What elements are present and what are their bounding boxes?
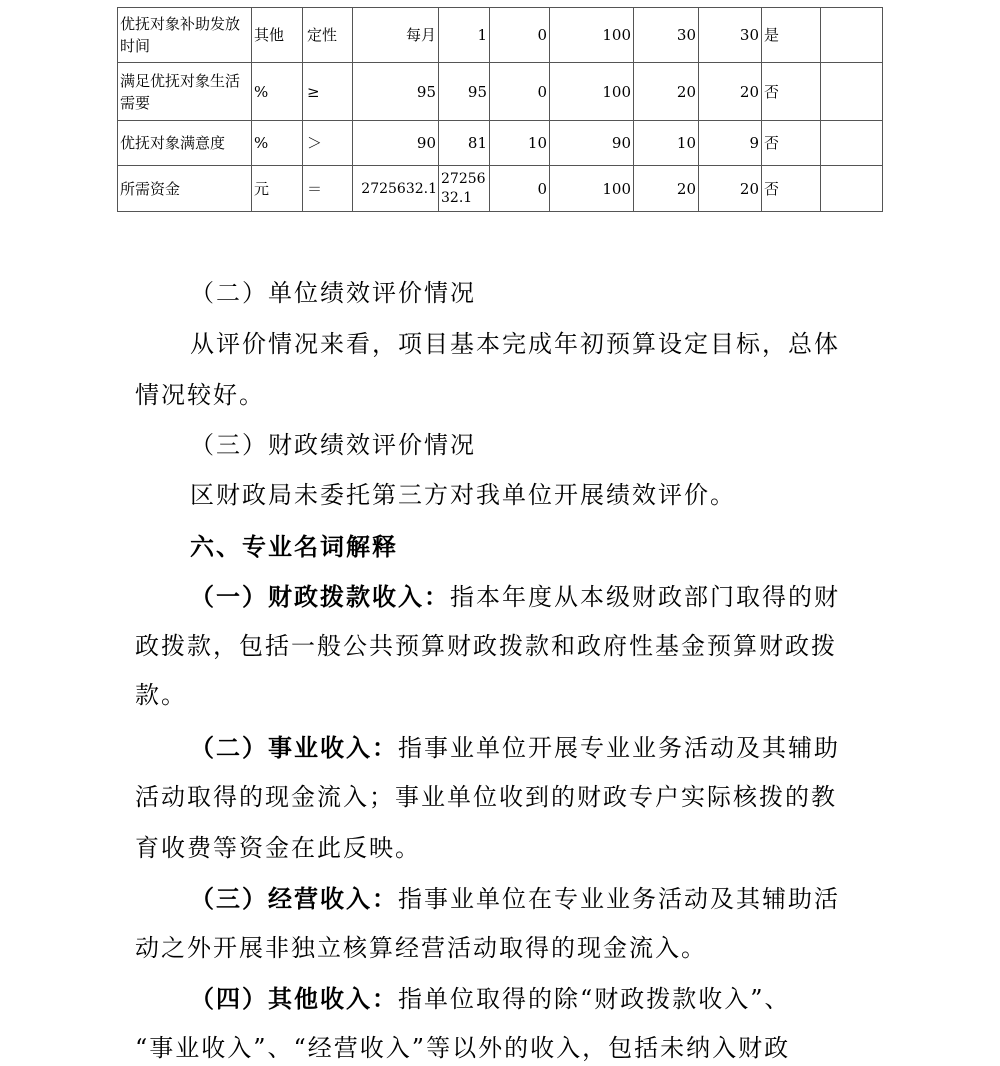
actual-score: 20 bbox=[699, 63, 762, 121]
table-row bbox=[118, 8, 883, 63]
target-value: 95 bbox=[353, 63, 439, 121]
operator-cell: ≥ bbox=[303, 63, 353, 121]
actual-score: 9 bbox=[699, 121, 762, 166]
target-value: 90 bbox=[353, 121, 439, 166]
actual-value: 95 bbox=[439, 63, 490, 121]
weight-score: 30 bbox=[634, 8, 699, 63]
indicator-name: 优抚对象满意度 bbox=[118, 121, 252, 166]
deviation-value: 10 bbox=[490, 121, 550, 166]
paragraph-line bbox=[135, 571, 880, 623]
paragraph-line: 政拨款，包括一般公共预算财政拨款和政府性基金预算财政拨 bbox=[135, 632, 837, 660]
remark-cell bbox=[821, 8, 883, 63]
performance-table bbox=[117, 7, 883, 212]
paragraph-line: 款。 bbox=[135, 681, 187, 709]
flag-cell: 否 bbox=[762, 63, 821, 121]
completion-rate: 90 bbox=[550, 121, 634, 166]
weight-score: 20 bbox=[634, 63, 699, 121]
paragraph-line: 情况较好。 bbox=[135, 381, 265, 409]
glossary-definition: 指本年度从本级财政部门取得的财 bbox=[450, 583, 840, 611]
actual-value: 2725632.1 bbox=[439, 166, 490, 212]
indicator-name: 所需资金 bbox=[118, 166, 252, 212]
indicator-name: 满足优抚对象生活需要 bbox=[118, 63, 252, 121]
deviation-value: 0 bbox=[490, 166, 550, 212]
paragraph-line: 活动取得的现金流入；事业单位收到的财政专户实际核拨的教 bbox=[135, 783, 837, 811]
target-value: 每月 bbox=[353, 8, 439, 63]
completion-rate: 100 bbox=[550, 63, 634, 121]
paragraph-line: 动之外开展非独立核算经营活动取得的现金流入。 bbox=[135, 934, 707, 962]
glossary-term: （四）其他收入： bbox=[190, 984, 398, 1013]
operator-cell: ＝ bbox=[303, 166, 353, 212]
flag-cell: 是 bbox=[762, 8, 821, 63]
glossary-definition: 指单位取得的除“财政拨款收入”、 bbox=[398, 985, 791, 1013]
section-heading-glossary: 六、专业名词解释 bbox=[190, 532, 398, 561]
glossary-term: （二）事业收入： bbox=[190, 733, 398, 762]
completion-rate: 100 bbox=[550, 8, 634, 63]
target-value: 2725632.1 bbox=[353, 166, 439, 212]
unit-cell: 其他 bbox=[252, 8, 303, 63]
operator-cell: ＞ bbox=[303, 121, 353, 166]
operator-cell: 定性 bbox=[303, 8, 353, 63]
deviation-value: 0 bbox=[490, 63, 550, 121]
remark-cell bbox=[821, 63, 883, 121]
paragraph-line bbox=[135, 973, 880, 1025]
actual-score: 20 bbox=[699, 166, 762, 212]
indicator-name: 优抚对象补助发放时间 bbox=[118, 8, 252, 63]
section-heading-fiscal-evaluation: （三）财政绩效评价情况 bbox=[190, 431, 476, 459]
paragraph-line: 从评价情况来看，项目基本完成年初预算设定目标，总体 bbox=[190, 330, 840, 358]
table-row bbox=[118, 121, 883, 166]
table-row bbox=[118, 63, 883, 121]
remark-cell bbox=[821, 121, 883, 166]
glossary-definition: 指事业单位在专业业务活动及其辅助活 bbox=[398, 885, 840, 913]
table-row bbox=[118, 166, 883, 212]
section-heading-unit-evaluation: （二）单位绩效评价情况 bbox=[190, 279, 476, 307]
weight-score: 10 bbox=[634, 121, 699, 166]
actual-score: 30 bbox=[699, 8, 762, 63]
unit-cell: % bbox=[252, 121, 303, 166]
glossary-term: （三）经营收入： bbox=[190, 884, 398, 913]
flag-cell: 否 bbox=[762, 121, 821, 166]
paragraph-line: 区财政局未委托第三方对我单位开展绩效评价。 bbox=[190, 481, 736, 509]
glossary-definition: 指事业单位开展专业业务活动及其辅助 bbox=[398, 734, 840, 762]
unit-cell: % bbox=[252, 63, 303, 121]
remark-cell bbox=[821, 166, 883, 212]
paragraph-line bbox=[135, 722, 880, 774]
paragraph-line: “事业收入”、“经营收入”等以外的收入，包括未纳入财政 bbox=[135, 1034, 791, 1062]
paragraph-line: 育收费等资金在此反映。 bbox=[135, 834, 421, 862]
deviation-value: 0 bbox=[490, 8, 550, 63]
paragraph-line bbox=[135, 873, 880, 925]
completion-rate: 100 bbox=[550, 166, 634, 212]
weight-score: 20 bbox=[634, 166, 699, 212]
actual-value: 81 bbox=[439, 121, 490, 166]
unit-cell: 元 bbox=[252, 166, 303, 212]
actual-value: 1 bbox=[439, 8, 490, 63]
flag-cell: 否 bbox=[762, 166, 821, 212]
glossary-term: （一）财政拨款收入： bbox=[190, 582, 450, 611]
